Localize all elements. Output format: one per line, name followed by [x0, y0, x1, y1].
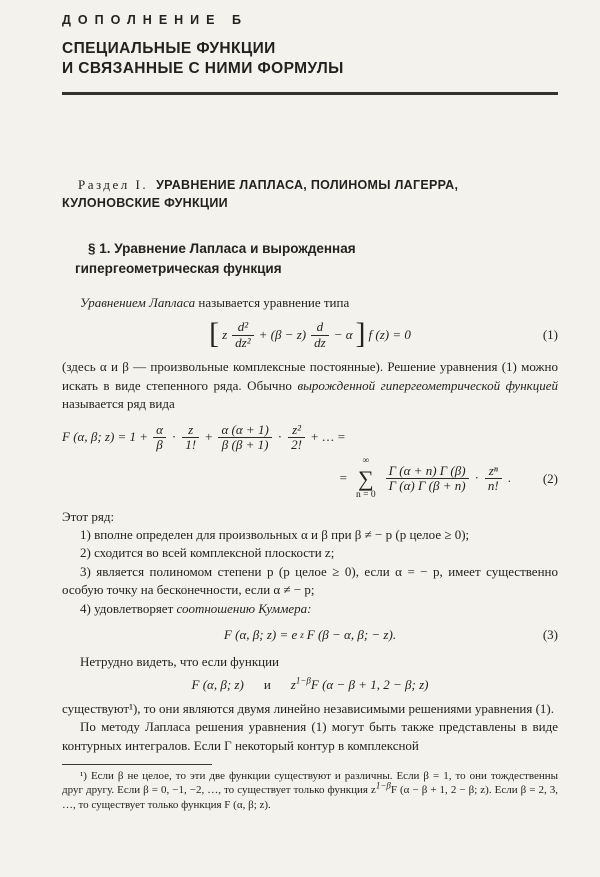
frac-denominator: β [153, 437, 166, 453]
equation-2-number: (2) [542, 470, 558, 486]
frac-denominator: β (β + 1) [218, 437, 271, 453]
frac-numerator: d² [237, 319, 249, 335]
intro-paragraph [62, 294, 558, 312]
frac-numerator: α (α + 1) [221, 421, 269, 437]
paragraph-heading-line2: гипергеометрическая функция [75, 261, 282, 277]
footnote-rule [62, 764, 212, 765]
fraction-z2-2fact [288, 423, 305, 453]
item4-lead: 4) удовлетворяет [80, 600, 177, 616]
function-right-rest: F (α − β + 1, 2 − β; z) [310, 677, 429, 693]
frac-denominator: dz [311, 335, 329, 351]
frac-numerator: z [188, 421, 194, 437]
paragraph-heading-line1: § 1. Уравнение Лапласа и вырожденная [88, 241, 356, 257]
footnote-part2: F (α − β + 1, 2 − β; z). Если β = 2, 3, …, то существует только функция F (α, β; z). [62, 784, 558, 811]
section-heading [62, 175, 558, 214]
sum-upper-limit: ∞ [362, 455, 370, 466]
laplace-method-paragraph: По методу Лапласа решения уравнения (1) могут быть также представлены в виде контурных интегралов. Если Γ некоторый контур в комплексной [62, 719, 558, 753]
function-right [291, 676, 429, 694]
kummer-relation-italic: соотношению Куммера: [176, 600, 312, 616]
series-item-4 [62, 600, 558, 618]
header-rule [62, 92, 558, 95]
chapter-title-line2: И СВЯЗАННЫЕ С НИМИ ФОРМУЛЫ [62, 60, 344, 78]
equation-2-line1 [62, 423, 558, 453]
frac-numerator: zⁿ [488, 462, 498, 478]
paragraph-heading [62, 239, 558, 280]
eq3-rhs: F (β − α, β; − z). [306, 627, 397, 643]
frac-denominator: Γ (α) Γ (β + n) [386, 478, 469, 494]
equation-3: F (α, β; z) = e z F (β − α, β; − z). (3) [62, 626, 558, 644]
section-title-part1: УРАВНЕНИЕ ЛАПЛАСА, ПОЛИНОМЫ ЛАГЕРРА, [156, 177, 459, 192]
appendix-label: ДОПОЛНЕНИЕ Б [62, 13, 248, 27]
sum-lower-limit: n = 0 [356, 490, 376, 501]
term-hypergeometric-italic: вырожденной гипергеометрической функцией [297, 377, 558, 393]
fraction-gamma [386, 464, 469, 494]
footnote-exponent: 1−β [375, 780, 391, 791]
frac-denominator: 1! [182, 437, 199, 453]
series-item-2: 2) сходится во всей комплексной плоскости z; [80, 545, 335, 561]
chapter-title-line1: СПЕЦИАЛЬНЫЕ ФУНКЦИИ [62, 39, 276, 57]
equation-2-line2 [62, 456, 558, 502]
fraction-z-1fact [182, 423, 199, 453]
fraction-d-dz [311, 320, 329, 350]
pair-functions-formula [62, 676, 558, 694]
multiplication-dot: · [474, 470, 479, 486]
series-item-1: 1) вполне определен для произвольных α и β при β ≠ − p (p целое ≥ 0); [80, 526, 470, 542]
exponent-1-minus-beta: 1−β [295, 675, 311, 686]
paragraph-text: называется ряд вида [62, 396, 175, 412]
series-intro: Этот ряд: [62, 508, 115, 524]
footnote-part1: ¹) Если β не целое, то эти две функции существуют и различны. Если β = 1, то они тождественны друг другу. Если β = 0, −1, −2, …, то существует только функция z [62, 769, 558, 797]
intro-rest: называется уравнение типа [195, 294, 350, 310]
sigma-icon: ∑ [357, 466, 374, 492]
section-heading-line1 [62, 175, 558, 195]
equals-sign: = [339, 470, 348, 486]
eq1-tail: − α [333, 326, 353, 342]
multiplication-dot: · [277, 429, 283, 445]
intro-term-italic: Уравнением Лапласа [80, 294, 196, 310]
frac-numerator: d [316, 319, 324, 335]
paragraph-text: (здесь α и β — произвольные комплексные постоянные). Решение уравнения (1) можно искать в виде степенного ряда. Обычно [62, 359, 558, 393]
frac-numerator: z² [292, 421, 302, 437]
plus-sign: + [205, 429, 213, 445]
equation-3-number: (3) [542, 627, 558, 643]
summation-symbol [356, 456, 376, 502]
section-label: Раздел I. [78, 176, 149, 192]
frac-denominator: n! [485, 478, 502, 494]
function-left: F (α, β; z) [191, 677, 244, 693]
paragraph-after-eq1 [62, 358, 558, 413]
multiplication-dot: · [171, 429, 177, 445]
section-heading-line2: КУЛОНОВСКИЕ ФУНКЦИИ [62, 196, 228, 211]
fraction-d2-dz2 [232, 320, 253, 350]
existence-paragraph: существуют¹), то они являются двумя линейно независимыми решениями уравнения (1). [62, 700, 555, 716]
eq1-term-z: z [222, 326, 228, 342]
frac-numerator: α [156, 421, 163, 437]
footnote-text [62, 769, 558, 813]
pair-intro-paragraph: Нетрудно видеть, что если функции [80, 653, 280, 669]
eq1-middle: + (β − z) [258, 326, 307, 342]
conjunction: и [263, 677, 271, 693]
eq2-lhs: F (α, β; z) = 1 + [62, 429, 149, 445]
function-right-base: z [290, 677, 296, 693]
fraction-alpha-beta [153, 423, 166, 453]
fraction-zn-nfact [485, 464, 502, 494]
eq3-lhs: F (α, β; z) = e [223, 627, 298, 643]
eq1-rhs: f (z) = 0 [368, 326, 411, 342]
fraction-alpha-product [218, 423, 271, 453]
series-item-3: 3) является полиномом степени p (p целое ≥ 0), если α = − p, имеет существенно особую точку на бесконечности, если α ≠ − p; [62, 563, 558, 598]
chapter-title [62, 39, 558, 80]
period: . [507, 470, 511, 486]
chapter-header [62, 12, 558, 95]
eq2-line1-tail: + … = [310, 429, 346, 445]
frac-denominator: dz² [232, 335, 253, 351]
frac-denominator: 2! [288, 437, 305, 453]
equation-1: [ z $\frac{\text{d²}}{\text{dz²}}$ + (β − z) $\frac{d}{dz}$ − α ] f (z) = 0 (1) [209, 317, 558, 351]
footnote [62, 764, 558, 813]
frac-numerator: Γ (α + n) Γ (β) [388, 462, 466, 478]
equation-1-number: (1) [542, 326, 558, 342]
